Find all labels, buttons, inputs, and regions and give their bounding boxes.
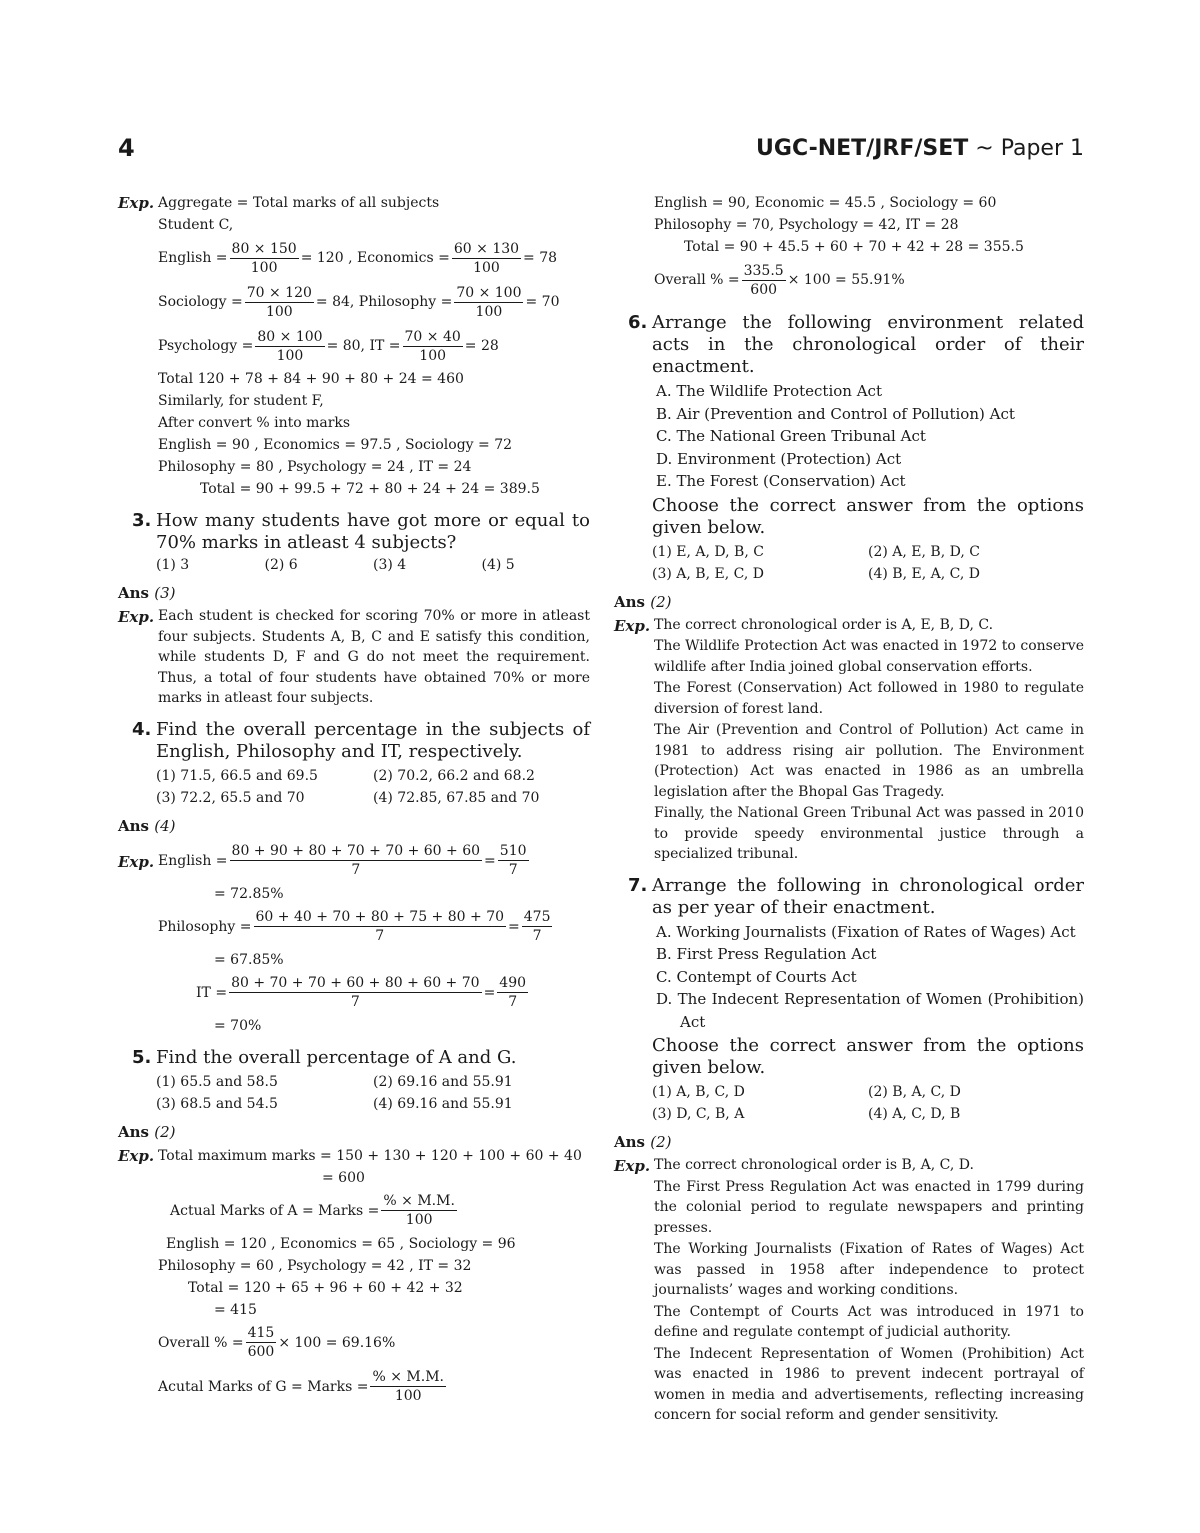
question-item: A. Working Journalists (Fixation of Rates of Wages) Act	[656, 922, 1076, 941]
eq-text: =	[508, 918, 520, 935]
eq-text: × 100 = 55.91%	[787, 272, 905, 288]
option: (1) 3	[156, 557, 190, 573]
eq-text: = 120 , Economics =	[300, 250, 450, 266]
eq-text: Actual Marks of A = Marks =	[170, 1202, 380, 1219]
choose-instruction: Choose the correct answer from the options given below.	[652, 1035, 1084, 1078]
numerator: 80 × 100	[257, 328, 323, 345]
numerator: 415	[247, 1325, 275, 1341]
option: (2) 70.2, 66.2 and 68.2	[373, 767, 535, 784]
explanation-q6	[614, 615, 1084, 865]
exp-paragraph: The correct chronological order is A, E, B, D, C.	[654, 616, 994, 633]
answer-label: Ans	[118, 816, 149, 835]
numerator: % × M.M.	[383, 1193, 455, 1209]
exp-tag: Exp.	[614, 1157, 651, 1175]
answer-value: (2)	[650, 1133, 672, 1151]
denominator: 100	[405, 1212, 433, 1228]
exp-line: Philosophy = 80 , Psychology = 24 , IT = 24	[158, 459, 472, 475]
question-item: B. First Press Regulation Act	[656, 945, 877, 963]
answer-3	[118, 584, 590, 602]
eq-text: IT =	[196, 984, 228, 1001]
equation-it	[158, 971, 590, 1015]
answer-7	[614, 1133, 1084, 1151]
options	[652, 1081, 1084, 1125]
explanation-q4	[118, 839, 590, 1037]
exp-line: = 415	[214, 1301, 257, 1318]
eq-text: Sociology =	[158, 294, 243, 310]
question-text: How many students have got more or equal to 70% marks in atleast 4 subjects?	[156, 510, 590, 553]
option: (2) B, A, C, D	[868, 1084, 961, 1100]
equation-sociology-philosophy	[158, 280, 590, 324]
answer-value: (3)	[154, 584, 176, 602]
exp-line: = 70%	[214, 1017, 262, 1034]
eq-text: Acutal Marks of G = Marks =	[158, 1378, 369, 1395]
denominator: 7	[350, 994, 360, 1010]
eq-text: = 84, Philosophy =	[315, 294, 453, 310]
question-4	[118, 719, 590, 809]
exp-paragraph: The Working Journalists (Fixation of Rates of Wages) Act was passed in 1958 after independence to protect journalists’ wages and working conditions.	[654, 1241, 1084, 1298]
answer-value: (4)	[154, 816, 176, 835]
denominator: 7	[508, 862, 518, 878]
fraction	[452, 240, 521, 277]
fraction	[229, 974, 482, 1011]
eq-text: = 80, IT =	[326, 338, 401, 354]
fraction	[254, 908, 507, 945]
question-number: 5.	[132, 1046, 152, 1068]
running-title-bold: UGC-NET/JRF/SET	[756, 136, 969, 161]
exp-paragraph: The Indecent Representation of Women (Prohibition) Act was enacted in 1986 to prevent indecent portrayal of women in media and advertisements, reflecting increasing concern for social reform and gender sensitivity.	[654, 1345, 1084, 1423]
option: (4) A, C, D, B	[868, 1106, 961, 1122]
explanation-q5	[118, 1145, 590, 1409]
numerator: 510	[499, 843, 527, 859]
exp-line: After convert % into marks	[158, 415, 351, 431]
exp-line: Total = 90 + 99.5 + 72 + 80 + 24 + 24 = 389.5	[200, 481, 540, 497]
option: (2) 69.16 and 55.91	[373, 1073, 513, 1090]
exp-paragraph: The First Press Regulation Act was enacted in 1799 during the colonial period to regulate newspapers and printing presses.	[654, 1178, 1084, 1236]
question-item: B. Air (Prevention and Control of Pollution) Act	[656, 404, 1015, 423]
denominator: 100	[250, 259, 278, 276]
exp-line: English = 90 , Economics = 97.5 , Sociology = 72	[158, 437, 513, 453]
question-items	[652, 921, 1084, 1034]
question-5	[118, 1047, 590, 1115]
option: (1) 65.5 and 58.5	[156, 1073, 278, 1090]
denominator: 600	[750, 281, 778, 298]
fraction	[246, 1324, 277, 1361]
numerator: 335.5	[743, 262, 784, 279]
answer-label: Ans	[614, 592, 645, 611]
option: (4) 72.85, 67.85 and 70	[373, 789, 540, 806]
equation-overall-g	[654, 258, 1084, 302]
option: (4) 5	[481, 557, 515, 573]
fraction	[454, 284, 523, 321]
exp-line: Total = 90 + 45.5 + 60 + 70 + 42 + 28 = 355.5	[684, 239, 1024, 255]
eq-text: = 28	[464, 338, 499, 354]
question-7	[614, 875, 1084, 1126]
left-column	[118, 192, 590, 1409]
numerator: 60 × 130	[453, 240, 520, 257]
question-item: D. The Indecent Representation of Women (Prohibition) Act	[656, 990, 1084, 1031]
denominator: 7	[508, 994, 518, 1010]
question-number: 6.	[628, 312, 648, 333]
exp-line: = 72.85%	[214, 885, 284, 902]
explanation-q5-continued	[614, 192, 1084, 302]
fraction	[370, 1368, 446, 1405]
exp-paragraph: Finally, the National Green Tribunal Act was passed in 2010 to provide speedy environmental justice through a specialized tribunal.	[654, 805, 1084, 862]
denominator: 100	[265, 303, 293, 320]
equation-psychology-it	[158, 324, 590, 368]
numerator: % × M.M.	[372, 1369, 444, 1385]
question-number: 7.	[628, 874, 648, 896]
option: (4) 69.16 and 55.91	[373, 1095, 513, 1112]
question-item: C. Contempt of Courts Act	[656, 967, 857, 986]
denominator: 100	[419, 347, 447, 364]
numerator: 70 × 120	[246, 284, 312, 301]
option: (3) D, C, B, A	[652, 1106, 745, 1122]
fraction	[230, 240, 299, 277]
option: (1) E, A, D, B, C	[652, 543, 764, 560]
answer-label: Ans	[614, 1133, 645, 1151]
fraction	[497, 974, 528, 1011]
answer-6	[614, 593, 1084, 611]
running-title	[756, 136, 1084, 161]
fraction	[230, 842, 483, 879]
eq-text: English =	[158, 852, 228, 869]
numerator: 80 × 150	[231, 240, 297, 257]
question-number: 4.	[132, 718, 152, 740]
options	[652, 541, 1084, 585]
exp-line: Total maximum marks = 150 + 130 + 120 + 100 + 60 + 40	[158, 1147, 582, 1164]
page-number: 4	[118, 134, 135, 162]
question-3	[118, 510, 590, 576]
options	[156, 1071, 590, 1115]
eq-text: Philosophy =	[158, 918, 252, 935]
options	[156, 765, 590, 809]
question-text: Arrange the following environment related acts in the chronological order of their enactment.	[652, 312, 1084, 377]
question-item: D. Environment (Protection) Act	[656, 449, 902, 468]
exp-paragraph: The correct chronological order is B, A, C, D.	[654, 1157, 974, 1173]
question-item: A. The Wildlife Protection Act	[656, 382, 882, 400]
fraction	[403, 328, 463, 365]
exp-paragraph: The Forest (Conservation) Act followed in 1980 to regulate diversion of forest land.	[654, 680, 1084, 717]
fraction	[381, 1192, 457, 1229]
numerator: 80 + 70 + 70 + 60 + 80 + 60 + 70	[231, 975, 480, 991]
question-items	[652, 380, 1084, 493]
denominator: 600	[247, 1344, 275, 1360]
question-text: Arrange the following in chronological order as per year of their enactment.	[652, 874, 1084, 918]
fraction	[522, 908, 553, 945]
equation-philosophy	[158, 905, 590, 949]
option: (3) 4	[373, 557, 407, 573]
answer-4	[118, 817, 590, 835]
numerator: 60 + 40 + 70 + 80 + 75 + 80 + 70	[255, 909, 505, 925]
exp-line: Total = 120 + 65 + 96 + 60 + 42 + 32	[188, 1279, 463, 1296]
eq-text: × 100 = 69.16%	[278, 1334, 396, 1351]
exp-line: = 67.85%	[214, 951, 284, 968]
choose-instruction: Choose the correct answer from the options given below.	[652, 494, 1084, 538]
eq-text: =	[483, 984, 496, 1001]
eq-text: = 78	[523, 250, 558, 266]
eq-text: Psychology =	[158, 338, 254, 354]
question-text: Find the overall percentage of A and G.	[156, 1046, 517, 1068]
exp-line: Similarly, for student F,	[158, 393, 324, 409]
answer-5	[118, 1123, 590, 1141]
answer-value: (2)	[650, 592, 672, 611]
answer-label: Ans	[118, 584, 149, 602]
exp-line: Total 120 + 78 + 84 + 90 + 80 + 24 = 460	[158, 371, 464, 387]
denominator: 100	[276, 347, 304, 364]
fraction	[742, 262, 786, 299]
denominator: 7	[375, 928, 385, 944]
question-item: E. The Forest (Conservation) Act	[656, 472, 906, 490]
equation-actual-marks-g	[158, 1365, 590, 1409]
exp-line: Philosophy = 70, Psychology = 42, IT = 28	[654, 217, 959, 233]
option: (3) 72.2, 65.5 and 70	[156, 789, 305, 806]
running-title-rest: ~ Paper 1	[968, 136, 1084, 161]
equation-actual-marks-a	[158, 1189, 590, 1233]
explanation-q2	[118, 192, 590, 500]
option: (1) 71.5, 66.5 and 69.5	[156, 767, 318, 784]
option: (4) B, E, A, C, D	[868, 565, 980, 582]
eq-text: = 70	[525, 294, 560, 310]
equation-english-economics	[158, 236, 590, 280]
denominator: 7	[351, 862, 361, 878]
right-column	[614, 192, 1084, 1427]
exp-line: Philosophy = 60 , Psychology = 42 , IT = 32	[158, 1257, 472, 1274]
fraction	[255, 328, 324, 365]
option: (1) A, B, C, D	[652, 1084, 745, 1100]
exp-line: English = 120 , Economics = 65 , Sociology = 96	[166, 1235, 516, 1252]
exp-line: = 600	[322, 1169, 365, 1186]
page-header	[118, 134, 1084, 168]
exp-tag: Exp.	[118, 194, 155, 212]
explanation-q3	[118, 606, 590, 709]
denominator: 100	[473, 259, 500, 276]
explanation-q7	[614, 1155, 1084, 1426]
option: (3) 68.5 and 54.5	[156, 1095, 278, 1112]
eq-text: Overall % =	[158, 1334, 244, 1351]
fraction	[245, 284, 314, 321]
options	[156, 554, 590, 576]
denominator: 100	[394, 1388, 422, 1404]
exp-paragraph: The Contempt of Courts Act was introduced in 1971 to define and regulate contempt of judicial authority.	[654, 1303, 1084, 1340]
option: (2) A, E, B, D, C	[868, 543, 980, 560]
question-number: 3.	[132, 510, 152, 531]
exp-line: Aggregate = Total marks of all subjects	[158, 195, 440, 211]
exp-tag: Exp.	[614, 616, 651, 635]
exp-tag: Exp.	[118, 852, 155, 871]
question-item: C. The National Green Tribunal Act	[656, 427, 926, 445]
numerator: 70 × 100	[456, 284, 522, 301]
equation-overall-a	[158, 1321, 590, 1365]
exp-line: English = 90, Economic = 45.5 , Sociology = 60	[654, 195, 997, 211]
option: (2) 6	[264, 557, 298, 573]
fraction	[498, 842, 529, 879]
option: (3) A, B, E, C, D	[652, 565, 764, 582]
numerator: 490	[499, 975, 527, 991]
equation-english	[158, 839, 590, 883]
denominator: 100	[475, 303, 503, 320]
eq-text: English =	[158, 250, 228, 266]
answer-value: (2)	[154, 1122, 176, 1141]
exp-line: Student C,	[158, 217, 234, 233]
eq-text: Overall % =	[654, 272, 740, 288]
exp-paragraph: The Wildlife Protection Act was enacted in 1972 to conserve wildlife after India joined global conservation efforts.	[654, 638, 1084, 675]
numerator: 80 + 90 + 80 + 70 + 70 + 60 + 60	[231, 843, 481, 859]
numerator: 70 × 40	[404, 328, 461, 345]
answer-label: Ans	[118, 1122, 149, 1141]
eq-text: =	[484, 852, 496, 869]
numerator: 475	[523, 909, 551, 925]
question-text: Find the overall percentage in the subjects of English, Philosophy and IT, respectively.	[156, 718, 590, 762]
exp-paragraph: Each student is checked for scoring 70% or more in atleast four subjects. Students A, B, C and E satisfy this condition, while students D, F and G do not meet the requirement. Thus, a total of four students have obtained 70% or more marks in atleast four subjects.	[158, 608, 590, 706]
exp-tag: Exp.	[118, 1146, 155, 1165]
question-6	[614, 312, 1084, 585]
exp-tag: Exp.	[118, 608, 155, 626]
denominator: 7	[532, 928, 542, 944]
exp-paragraph: The Air (Prevention and Control of Pollution) Act came in 1981 to address rising air pollution. The Environment (Protection) Act was enacted in 1986 as an umbrella legislation after the Bhopal Gas Tragedy.	[654, 722, 1084, 800]
